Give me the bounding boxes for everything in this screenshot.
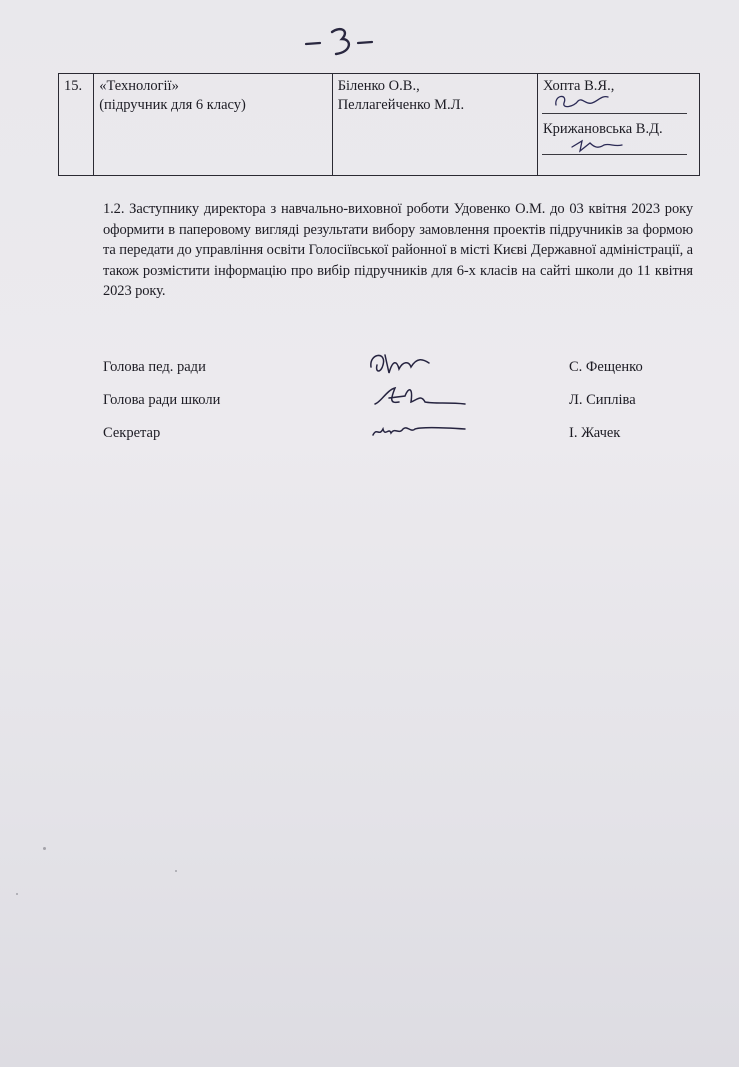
author-1: Біленко О.В., <box>337 78 420 94</box>
paper-speck <box>43 847 46 850</box>
signatory-name: І. Жачек <box>569 425 621 441</box>
signatory-name: С. Фещенко <box>569 359 643 375</box>
reviewer-2-signature-icon <box>568 135 628 161</box>
reviewer-1: Хопта В.Я., <box>542 78 615 94</box>
reviewer-1-signature-line <box>542 113 687 114</box>
book-title: «Технології» <box>99 78 179 94</box>
reviewer-1-signature-icon <box>552 91 622 119</box>
signatory-role: Голова пед. ради <box>103 359 206 375</box>
paper-speck <box>175 870 177 872</box>
reviewer-2: Крижановська В.Д. <box>542 121 663 137</box>
signatory-name: Л. Сипліва <box>569 392 636 408</box>
handwritten-page-number <box>300 22 380 62</box>
signatory-role: Секретар <box>103 425 161 441</box>
signature-row <box>103 423 673 456</box>
book-cell <box>94 74 332 176</box>
signature-3-icon <box>365 413 475 452</box>
paper-speck <box>16 893 18 895</box>
authors-cell <box>332 74 537 176</box>
textbook-selection-table <box>58 73 700 176</box>
reviewer-2-signature-line <box>542 154 687 155</box>
signature-block <box>103 357 673 456</box>
reviewers-cell <box>537 74 699 176</box>
resolution-paragraph: 1.2. Заступнику директора з навчально-виховної роботи Удовенко О.М. до 03 квітня 2023 року оформити в паперовому вигляді результати вибору замовлення проектів підручників за формою та передати до управління освіти Голосіївської районної в місті Києві Державної адміністрації, а також розмістити інформацію про вибір підручників для 6-х класів на сайті школи до 11 квітня 2023 року. <box>103 201 693 299</box>
signatory-role: Голова ради школи <box>103 392 221 408</box>
row-number: 15. <box>59 74 94 176</box>
author-2: Пеллагейченко М.Л. <box>337 97 465 113</box>
book-note: (підручник для 6 класу) <box>99 97 246 113</box>
table-row <box>59 74 700 176</box>
